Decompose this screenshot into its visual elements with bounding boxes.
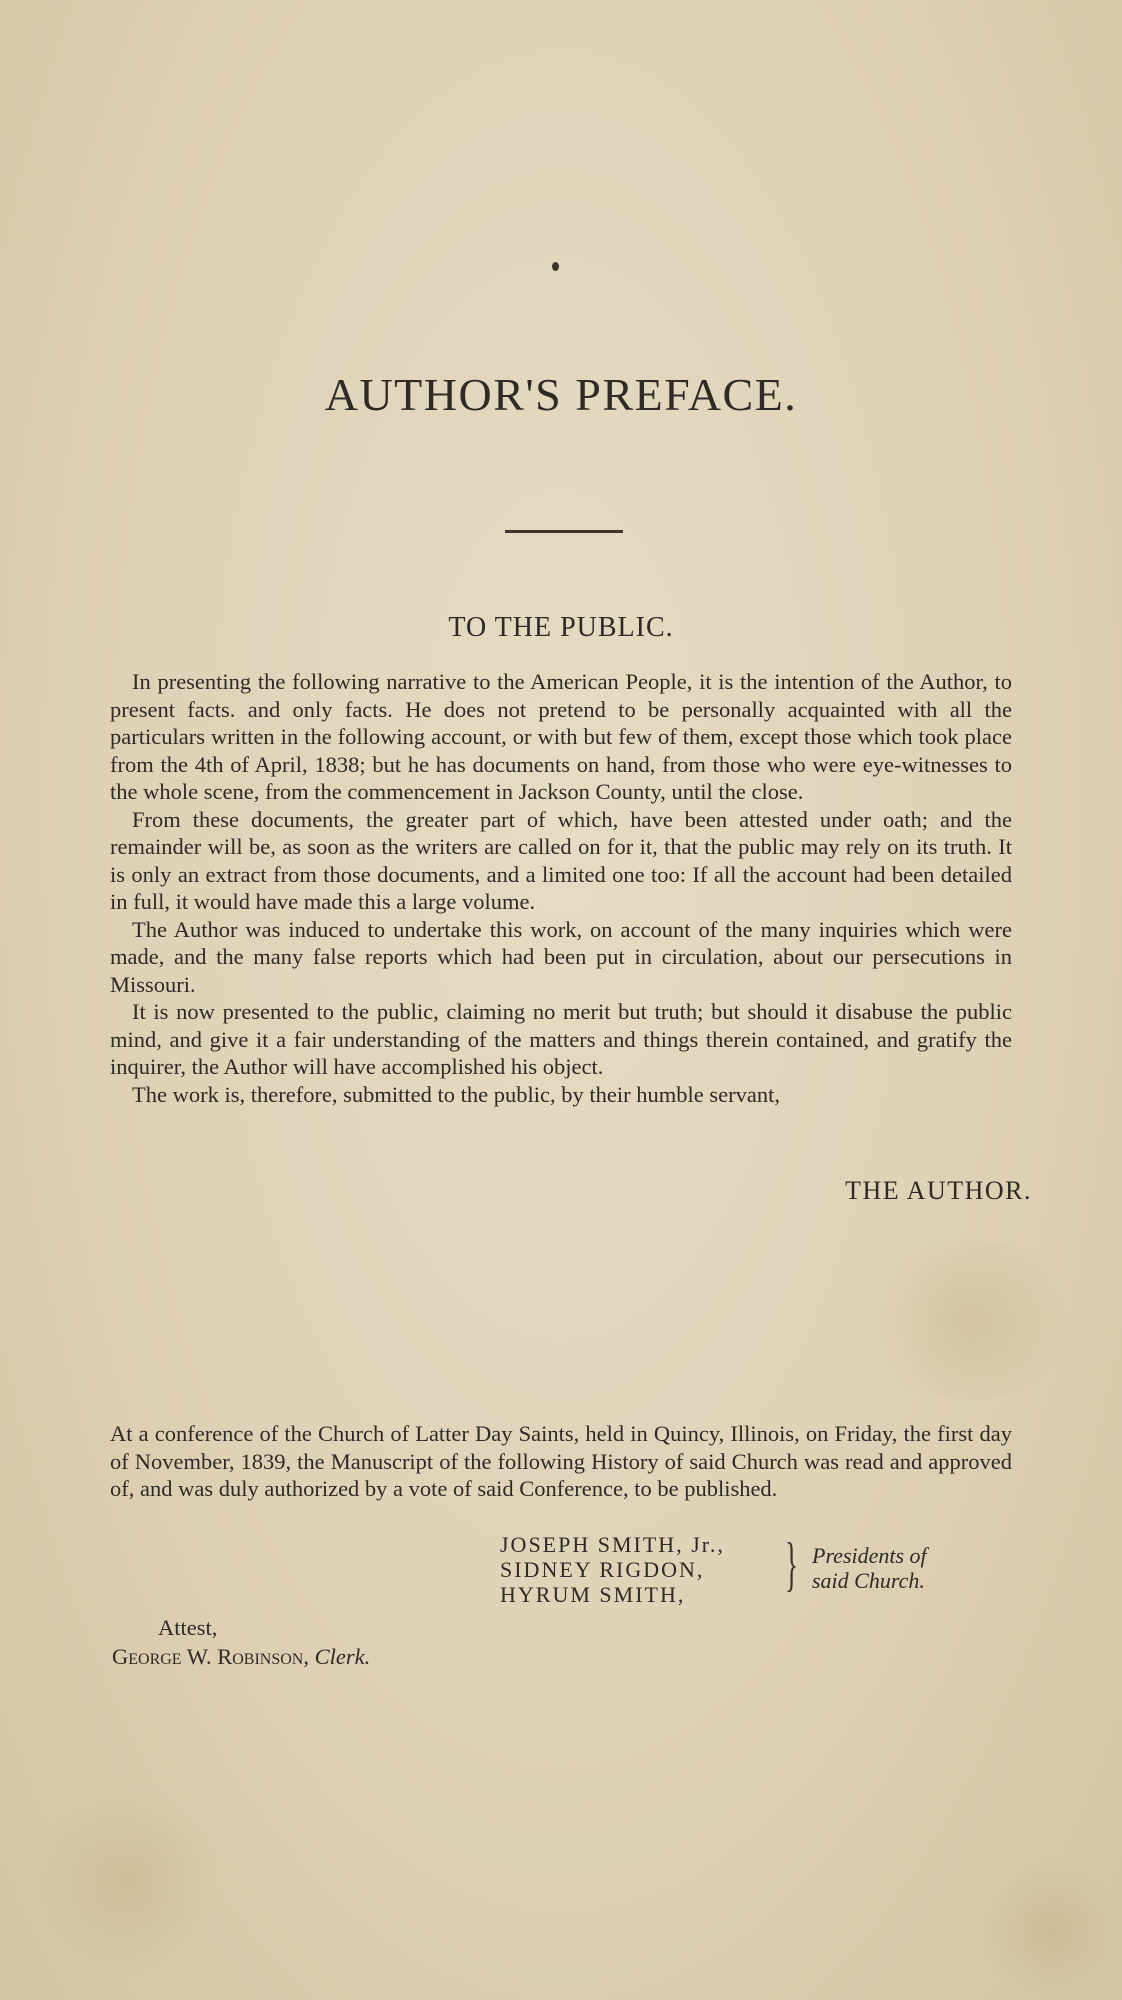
title-rule <box>505 530 623 533</box>
preface-body <box>110 668 1012 1108</box>
preface-paragraph: From these documents, the greater part of which, have been attested under oath; and the remainder will be, as soon as the writers are called on for it, that the public may rely on its truth. It is only an extract from those documents, and a limited one too: If all the account had been detailed in full, it would have made this a large volume. <box>110 806 1012 914</box>
paper-stain <box>980 1860 1120 2000</box>
conference-note <box>110 1420 1012 1503</box>
page-title: AUTHOR'S PREFACE. <box>324 369 798 420</box>
clerk-name: George W. Robinson, <box>112 1644 309 1669</box>
paper-stain <box>860 1240 1080 1400</box>
clerk-title: Clerk. <box>314 1644 371 1669</box>
president-name: HYRUM SMITH, <box>500 1582 686 1607</box>
section-subtitle: TO THE PUBLIC. <box>448 612 674 643</box>
preface-paragraph: In presenting the following narrative to the American People, it is the intention of the Author, to present facts. and only facts. He does not pretend to be personally acquainted with all the particulars written in the following account, or with but few of them, except those which took place from the 4th of April, 1838; but he has documents on hand, from those who were eye-witnesses to the whole scene, from the commencement in Jackson County, until the close. <box>110 669 1012 804</box>
clerk-signature <box>112 1644 370 1670</box>
brace-glyph: } <box>785 1531 798 1597</box>
president-name: SIDNEY RIGDON, <box>500 1557 705 1582</box>
conference-text: At a conference of the Church of Latter Day Saints, held in Quincy, Illinois, on Friday, the first day of November, 1839, the Manuscript of the following History of said Church was read and approved of, and was duly authorized by a vote of said Conference, to be published. <box>110 1421 1012 1501</box>
attest-label: Attest, <box>158 1615 218 1640</box>
presidents-list <box>500 1532 725 1607</box>
preface-paragraph: The Author was induced to undertake this work, on account of the many inquiries which were made, and the many false reports which had been put in circulation, about our persecutions in Missouri. <box>110 916 1012 997</box>
author-signature: THE AUTHOR. <box>845 1176 1032 1205</box>
preface-paragraph: It is now presented to the public, claiming no merit but truth; but should it disabuse the public mind, and give it a fair understanding of the matters and things therein contained, and gratify the inquirer, the Author will have accomplished his object. <box>110 999 1012 1079</box>
presidents-label-line: said Church. <box>812 1568 925 1593</box>
presidents-label-line: Presidents of <box>812 1543 927 1568</box>
preface-paragraph: The work is, therefore, submitted to the public, by their humble servant, <box>132 1081 780 1107</box>
ornament-dot <box>552 262 559 271</box>
presidents-label <box>812 1543 927 1593</box>
president-name: JOSEPH SMITH, Jr., <box>500 1532 725 1557</box>
paper-stain <box>40 1780 220 1980</box>
